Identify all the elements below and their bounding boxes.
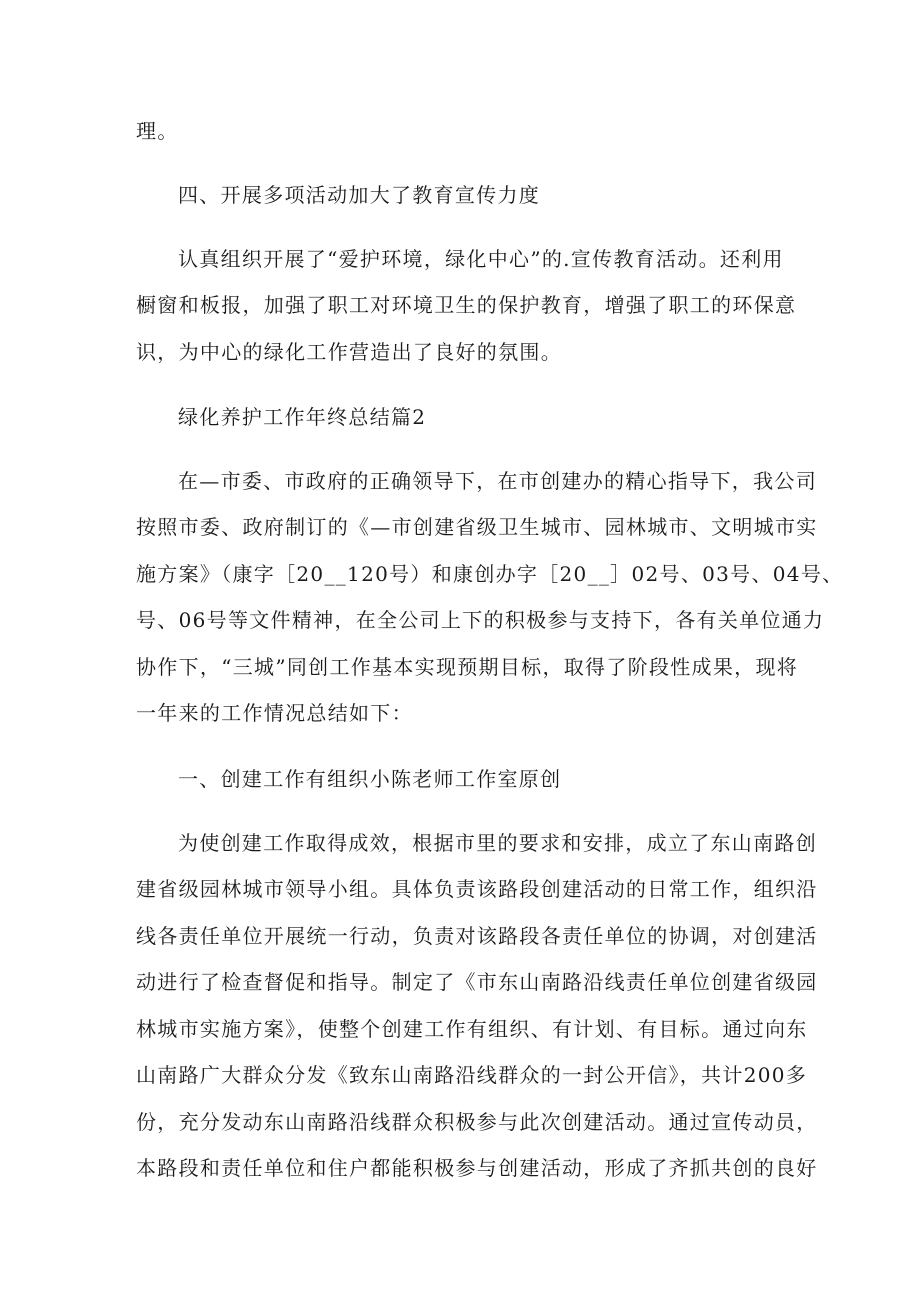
paragraph-line: 橱窗和板报，加强了职工对环境卫生的保护教育，增强了职工的环保意 [136, 293, 797, 317]
paragraph-line: 按照市委、政府制订的《—市创建省级卫生城市、园林城市、文明城市实 [136, 515, 818, 539]
paragraph-line: 一年来的工作情况总结如下： [136, 701, 413, 725]
paragraph-line: 为使创建工作取得成效，根据市里的要求和安排，成立了东山南路创 [178, 831, 817, 855]
paragraph-line: 线各责任单位开展统一行动，负责对该路段各责任单位的协调，对创建活 [136, 924, 818, 948]
section-heading: 绿化养护工作年终总结篇2 [178, 405, 427, 429]
paragraph-line: 林城市实施方案》，使整个创建工作有组织、有计划、有目标。通过向东 [136, 1017, 808, 1041]
paragraph-line: 建省级园林城市领导小组。具体负责该路段创建活动的日常工作，组织沿 [136, 877, 818, 901]
paragraph-line: 认真组织开展了“爱护环境，绿化中心”的.宣传教育活动。还利用 [178, 247, 784, 271]
paragraph-line: 动进行了检查督促和指导。制定了《市东山南路沿线责任单位创建省级园 [136, 970, 818, 994]
paragraph-line: 号、06号等文件精神，在全公司上下的积极参与支持下，各有关单位通力 [136, 608, 825, 632]
section-heading: 一、创建工作有组织小陈老师工作室原创 [178, 767, 562, 791]
paragraph-line: 施方案》（康字［20__120号）和康创办字［20__］02号、03号、04号、 [136, 562, 844, 586]
paragraph-line: 山南路广大群众分发《致东山南路沿线群众的一封公开信》，共计200多 [136, 1063, 808, 1087]
paragraph-line: 在—市委、市政府的正确领导下，在市创建办的精心指导下，我公司 [178, 469, 817, 493]
paragraph-line: 本路段和责任单位和住户都能积极参与创建活动，形成了齐抓共创的良好 [136, 1156, 818, 1180]
section-heading: 四、开展多项活动加大了教育宣传力度 [178, 183, 541, 207]
paragraph-line: 理。 [136, 119, 179, 143]
paragraph-line: 份，充分发动东山南路沿线群众积极参与此次创建活动。通过宣传动员， [136, 1110, 818, 1134]
paragraph-line: 识，为中心的绿化工作营造出了良好的氛围。 [136, 340, 562, 364]
paragraph-line: 协作下，“三城”同创工作基本实现预期目标，取得了阶段性成果，现将 [136, 655, 799, 679]
